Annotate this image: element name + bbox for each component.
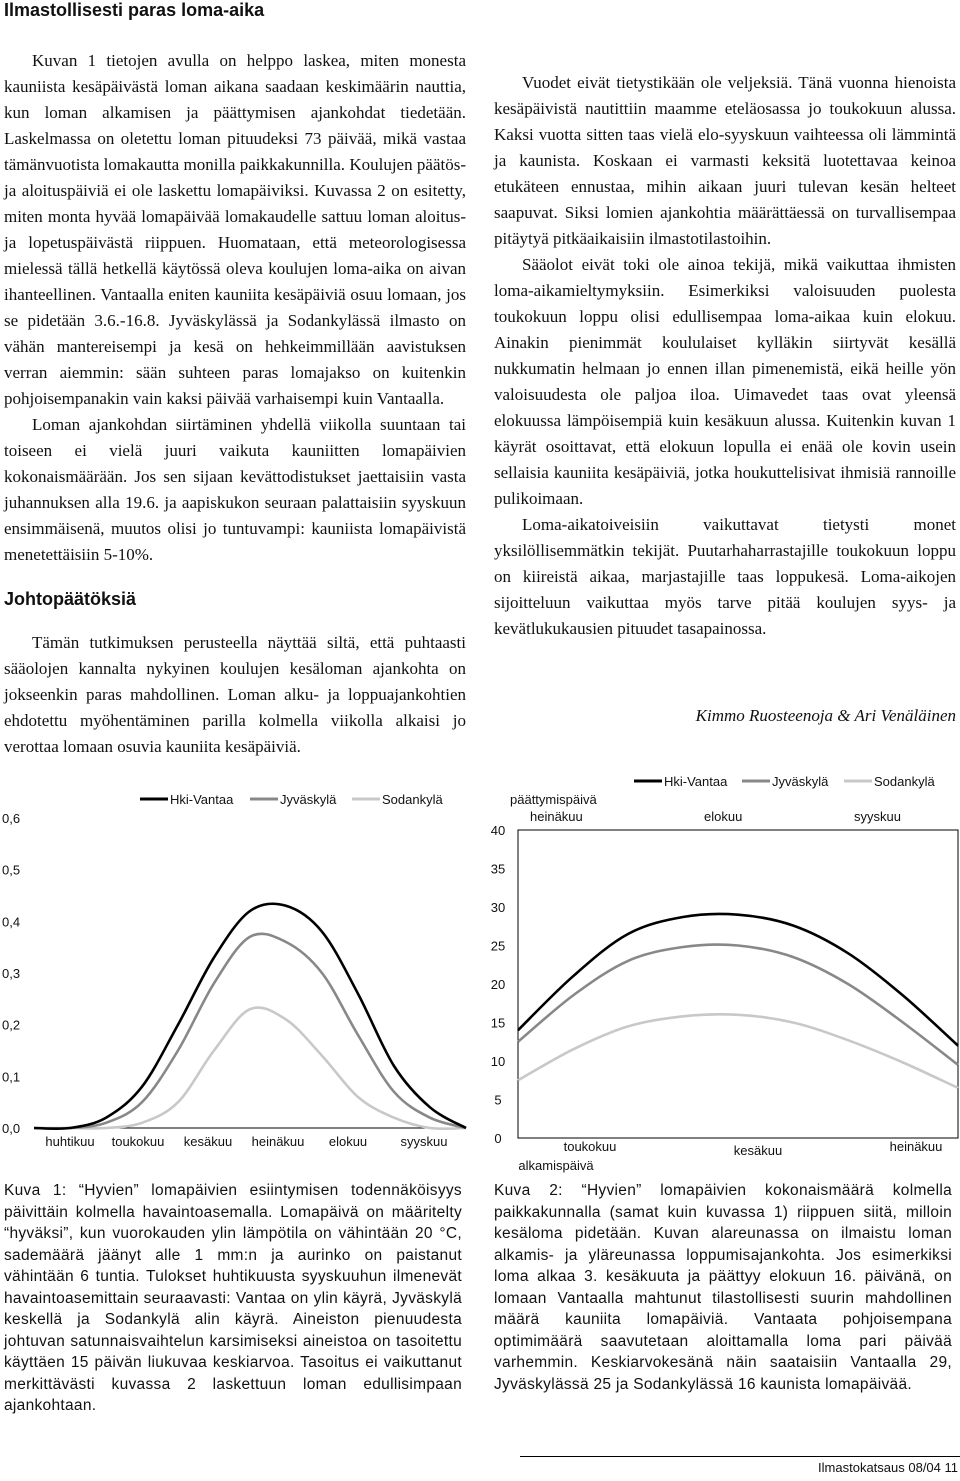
- author-signature: Kimmo Ruosteenoja & Ari Venäläinen: [695, 706, 956, 725]
- y-tick-label: 0,1: [2, 1069, 21, 1085]
- y-tick-label: 0,4: [2, 914, 21, 930]
- plot-frame: [518, 830, 958, 1138]
- x-tick-label: toukokuu: [563, 1139, 617, 1154]
- section-heading: Johtopäätöksiä: [4, 589, 137, 609]
- y-tick-label: 5: [494, 1092, 502, 1108]
- legend-label: Jyväskylä: [280, 792, 337, 807]
- y-tick-label: 35: [490, 861, 506, 877]
- y-tick-label: 0,5: [2, 862, 21, 878]
- legend-label: Hki-Vantaa: [664, 774, 728, 789]
- x2-tick-label: syyskuu: [854, 809, 901, 824]
- y-tick-label: 25: [490, 938, 506, 954]
- x-tick-label: elokuu: [328, 1134, 368, 1149]
- body-paragraph: Kuvan 1 tietojen avulla on helppo laskea, miten monesta kauniista kesäpäivästä loman aikana saadaan keskimäärin nauttia, kun loman alkamisen ja päättymisen ajankohdat tiedetään. Laskelmassa on oletettu loman pituudeksi 73 päivää, mikä vastaa tämänvuotista lomakautta monilla paikkakunnilla. Koulujen päätös- ja aloituspäiviä ei ole laskettu lomapäiviksi. Kuvassa 2 on esitetty, miten monta hyvää lomapäivää lomakaudelle sattuu loman aloitus- ja lopetuspäivästä riippuen. Huomataan, että meteorologisessa mielessä tällä hetkellä käytössä oleva koulujen loma-aika on aivan ihanteellinen. Vantaalla eniten kauniita kesäpäiviä osuu lomaan, jos se pidetään 3.6.-16.8. Jyväskylässä ja Sodankylässä ilmasto on vähän mantereisempi ja kesä on hehkeimmillään aavistuksen verran aiemmin: sään suhteen paras lomajakso on kuitenkin pohjoisempanakin vain kaksi päivää varhaisempi kuin Vantaalla.: [4, 51, 466, 408]
- body-paragraph: Loman ajankohdan siirtäminen yhdellä viikolla suuntaan tai toiseen ei vielä juuri vaikuta kauniitten lomapäivien kokonaismäärään. Jos sen sijaan kevättodistukset jaettaisiin vasta juhannuksen alla 19.6. ja aapiskukon seuraan palattaisiin syyskuun ensimmäisenä, muutos olisi jo tuntuvampi: kauniista lomapäivistä menetettäisiin 5-10%.: [4, 415, 466, 564]
- y-tick-label: 40: [490, 823, 506, 838]
- series-line-jyväskylä: [34, 934, 466, 1129]
- figure2-caption: Kuva 2: “Hyvien” lomapäivien kokonaismäärä kolmella paikkakunnalla (samat kuin kuvassa 1) riippuen siitä, milloin kesäloma pidetään. Kuvan alareunassa on ilmaistu loman alkamis- ja yläreunassa loppumisajankohta. Jos esimerkiksi loma alkaa 3. kesäkuuta ja päättyy elokuun 16. päivänä, on lomaan Vantaalla mahtunut tilastollisesti suurin mahdollinen määrä kauniita lomapäiviä. Vantaata pohjoisempana optimimäärä saavutetaan aloittamalla loma pari päivää varhemmin. Keskiarvokesänä näin saataisiin Vantaalla 29, Jyväskylässä 25 ja Sodankylässä 16 kaunista lomapäivää.: [494, 1182, 952, 1393]
- y-tick-label: 0,0: [2, 1121, 21, 1136]
- article-title: Ilmastollisesti paras loma-aika: [4, 0, 265, 20]
- series-line-hki-vantaa: [518, 914, 958, 1046]
- x-tick-label: kesäkuu: [183, 1134, 233, 1149]
- x2-tick-label: heinäkuu: [530, 809, 583, 824]
- legend-label: Sodankylä: [874, 774, 935, 789]
- series-line-jyväskylä: [518, 945, 958, 1065]
- x-tick-label: toukokuu: [111, 1134, 165, 1149]
- page-footer: Ilmastokatsaus 08/04 11: [818, 1460, 958, 1475]
- y-tick-label: 30: [490, 900, 506, 915]
- y-tick-label: 0,2: [2, 1017, 21, 1033]
- y-tick-label: 10: [490, 1054, 506, 1069]
- right-column: [494, 70, 956, 642]
- y-tick-label: 0,3: [2, 966, 21, 981]
- y-tick-label: 0,6: [2, 811, 21, 826]
- body-paragraph: Tämän tutkimuksen perusteella näyttää siltä, että puhtaasti sääolojen kannalta nykyinen koulujen kesäloman ajankohta on jokseenkin paras mahdollinen. Loman alku- ja loppuajankohtien ehdotettu myöhentäminen parilla kolmella viikolla alkaisi jo verottaa lomaan osuvia kauniita kesäpäiviä.: [4, 633, 466, 756]
- figure1-caption: Kuva 1: “Hyvien” lomapäivien esiintymisen todennäköisyys päivittäin kolmella havaintoasemalla. Lomapäivä on määritelty “hyväksi”, kun vuorokauden ylin lämpötila on vähintään 20 °C, sademäärä jäänyt alle 1 mm:n ja aurinko on paistanut vähintään 6 tuntia. Tulokset huhtikuusta syyskuuhun ilmenevät havaintoasemittain seuraavasti: Vantaa on ylin käyrä, Jyväskylä keskellä ja Sodankylä alin käyrä. Aineiston pienuudesta johtuvan satunnaisvaihtelun karsimiseksi aineistoa on tasoitettu käyttäen 15 päivän liukuvaa keskiarvoa. Tasoitus ei vaikuttanut merkittävästi kuvassa 2 laskettuun loman edullisimpaan ajankohtaan.: [4, 1182, 462, 1414]
- body-paragraph: Loma-aikatoiveisiin vaikuttavat tietysti monet yksilöllisemmätkin tekijät. Puutarhaharrastajille toukokuun loppu on kiireistä aikaa, marjastajille taas loppukesä. Loma-aikojen sijoitteluun vaikuttaa myös tarve pitää koulujen syys- ja kevätlukukausien pituudet tasapainossa.: [494, 515, 956, 638]
- figure2-chart: [484, 770, 960, 1176]
- x-tick-label: heinäkuu: [251, 1134, 305, 1149]
- y-tick-label: 0: [494, 1131, 502, 1146]
- x-tick-label: huhtikuu: [45, 1134, 95, 1149]
- left-column: [4, 48, 466, 760]
- y-tick-label: 15: [490, 1015, 506, 1031]
- x2-tick-label: elokuu: [704, 809, 743, 824]
- legend-label: Jyväskylä: [772, 774, 829, 789]
- series-line-sodankylä: [518, 1014, 958, 1088]
- body-paragraph: Sääolot eivät toki ole ainoa tekijä, mikä vaikuttaa ihmisten loma-aikamieltymyksiin. Esimerkiksi valoisuuden puolesta toukokuun loppu olisi edullisempaa loma-aikaa kuin elokuu. Ainakin pienimmät koululaiset kylläkin siirtyvät kesällä nukkumatin helmaan jo ennen illan pimenemistä, eikä heille yön valoisuudesta ole paljoa iloa. Uimavedet taas ovat yleensä elokuussa lämpöisempiä kuin kesäkuun alussa. Kuitenkin kuvan 1 käyrät osoittavat, että elokuun lopulla ei enää ole kovin usein sellaisia kauniita kesäpäiviä, jotka houkuttelisivat ihmisiä rannoille pulikoimaan.: [494, 255, 956, 508]
- x-tick-label: syyskuu: [400, 1134, 448, 1149]
- figure1-chart: [0, 780, 470, 1160]
- x2-axis-title: päättymispäivä: [510, 792, 597, 807]
- legend-label: Hki-Vantaa: [170, 792, 234, 807]
- legend-label: Sodankylä: [382, 792, 443, 807]
- x-tick-label: kesäkuu: [733, 1143, 783, 1158]
- body-paragraph: Vuodet eivät tietystikään ole veljeksiä. Tänä vuonna hienoista kesäpäivistä nautittiin maamme eteläosassa jo toukokuun alussa. Kaksi vuotta sitten taas vielä elo-syyskuun vaihteessa oli lämmintä ja kaunista. Koskaan ei varmasti keksitä luotettavaa keinoa etukäteen ennustaa, mihin aikaan juuri tulevan kesän helteet saapuvat. Siksi lomien ajankohtia määrättäessä on turvallisempaa pitäytyä pitkäaikaisiin ilmastotilastoihin.: [494, 73, 956, 248]
- y-tick-label: 20: [490, 977, 506, 992]
- series-line-sodankylä: [34, 1008, 466, 1129]
- footer-rule: [520, 1456, 960, 1457]
- x-axis-title: alkamispäivä: [518, 1158, 594, 1173]
- x-tick-label: heinäkuu: [889, 1139, 943, 1154]
